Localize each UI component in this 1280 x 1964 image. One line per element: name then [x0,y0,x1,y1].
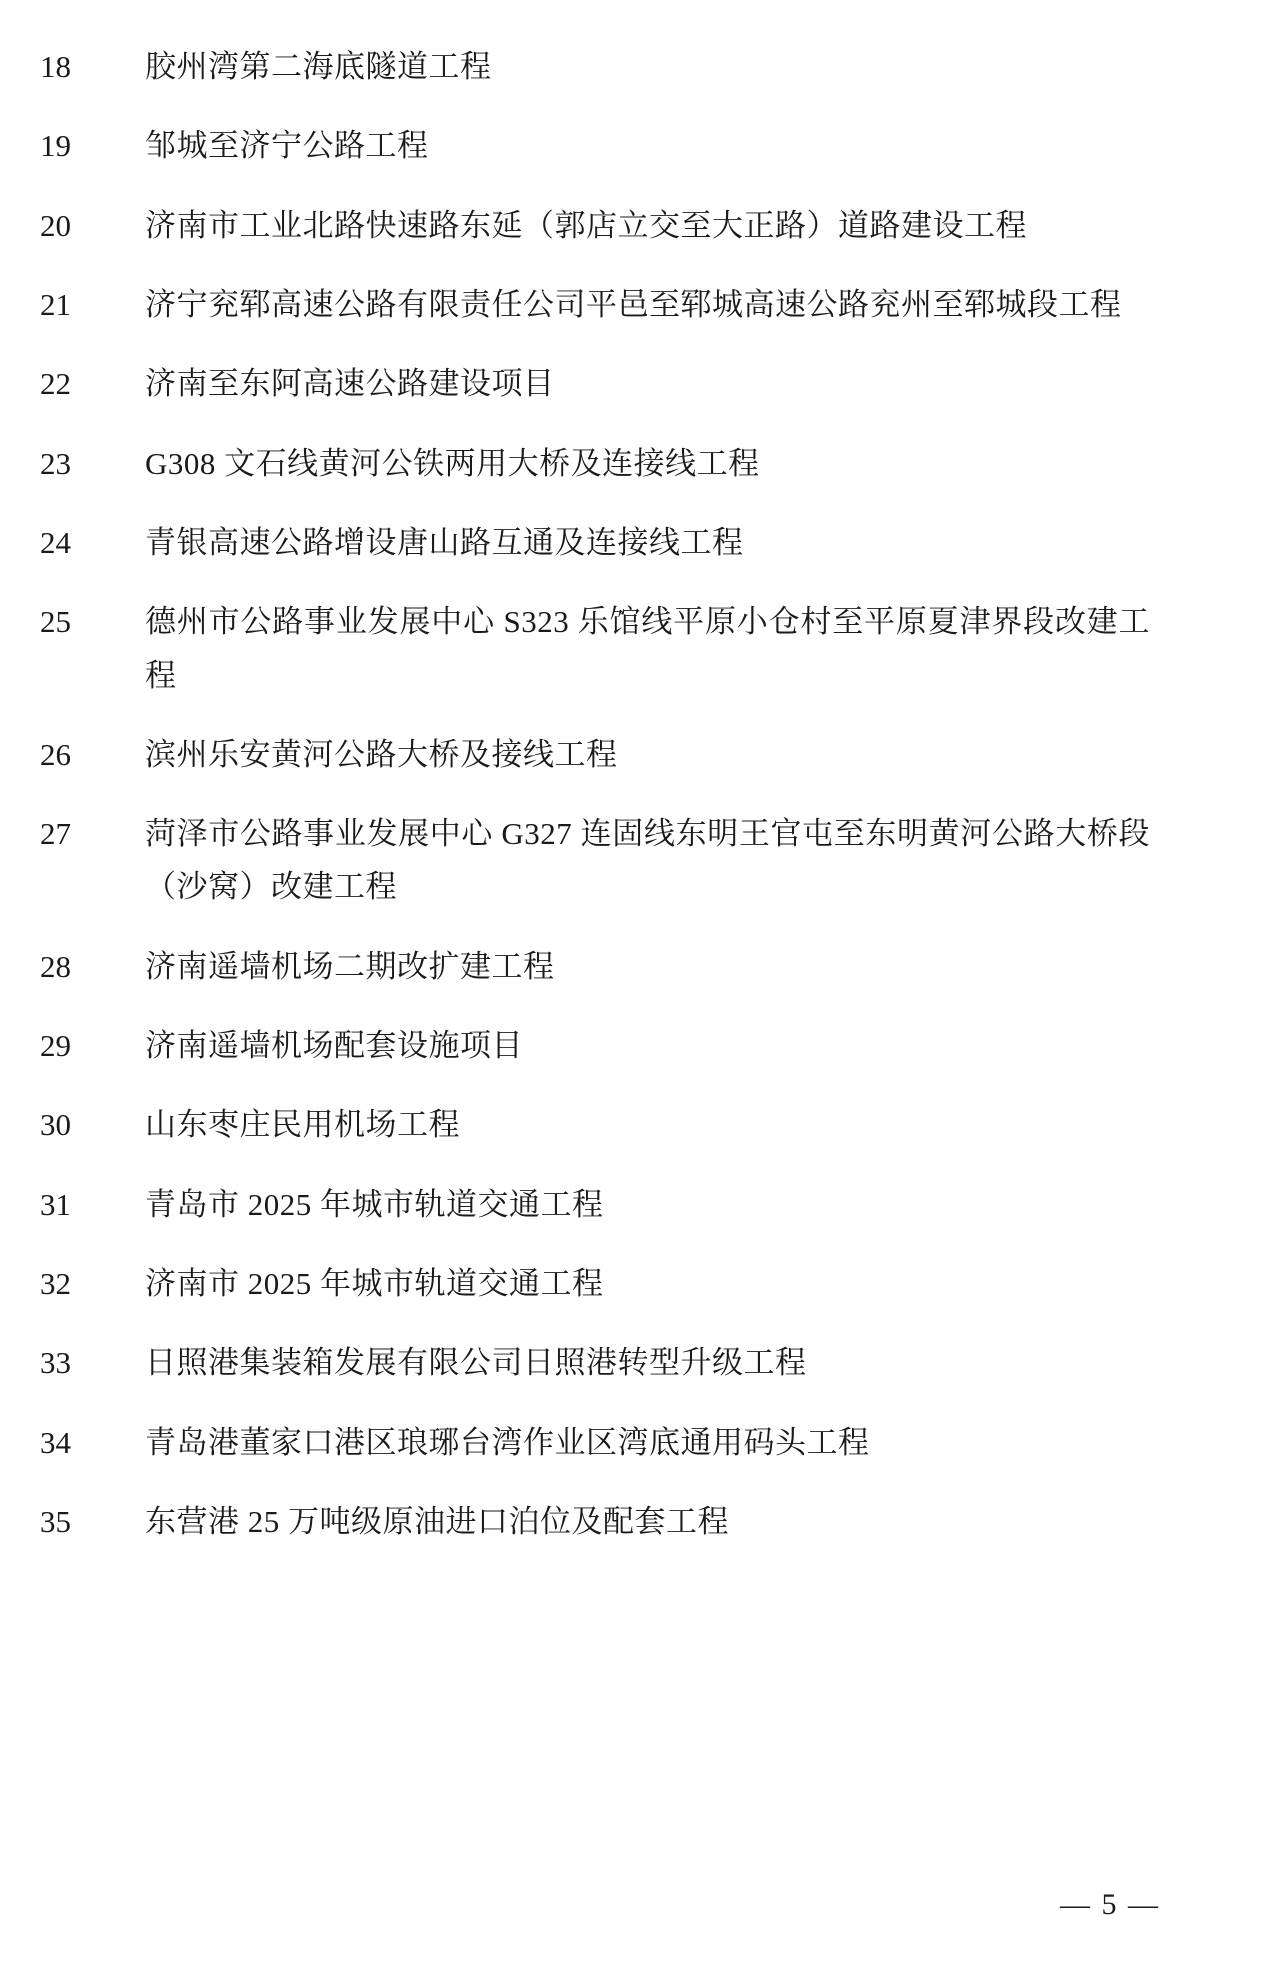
list-item-number: 24 [40,524,71,560]
list-item-text: 东营港 25 万吨级原油进口泊位及配套工程 [145,1503,729,1539]
list-item-number: 29 [40,1028,71,1064]
list-item [30,1019,1160,1072]
project-list [30,40,1160,1548]
list-item [30,1098,1160,1151]
list-item-number: 28 [40,948,71,984]
list-item [30,357,1160,410]
list-item-text: 青银高速公路增设唐山路互通及连接线工程 [145,524,744,560]
list-item-number: 23 [40,445,71,481]
list-item-text: G308 文石线黄河公铁两用大桥及连接线工程 [145,445,760,481]
list-item-number: 25 [40,604,71,640]
list-item-text: 济南遥墙机场配套设施项目 [145,1028,523,1064]
list-item [30,1495,1160,1548]
list-item-text: 菏泽市公路事业发展中心 G327 连固线东明王官屯至东明黄河公路大桥段（沙窝）改建工程 [145,816,1150,905]
list-item [30,278,1160,331]
list-item-number: 34 [40,1424,71,1460]
page-number: — 5 — [1060,1888,1160,1921]
list-item [30,595,1160,702]
list-item [30,1257,1160,1310]
list-item-text: 济南市工业北路快速路东延（郭店立交至大正路）道路建设工程 [145,207,1027,243]
list-item-number: 33 [40,1345,71,1381]
list-item-text: 滨州乐安黄河公路大桥及接线工程 [145,736,618,772]
list-item-text: 青岛市 2025 年城市轨道交通工程 [145,1186,604,1222]
list-item-number: 31 [40,1186,71,1222]
list-item-text: 济南至东阿高速公路建设项目 [145,366,555,402]
list-item-number: 18 [40,49,71,84]
list-item [30,1336,1160,1389]
list-item [30,940,1160,993]
list-item-text: 德州市公路事业发展中心 S323 乐馆线平原小仓村至平原夏津界段改建工程 [145,604,1150,693]
list-item [30,40,1160,93]
list-item [30,807,1160,914]
list-item-text: 胶州湾第二海底隧道工程 [145,49,492,84]
list-item-number: 22 [40,366,71,402]
list-item-text: 济宁兖郓高速公路有限责任公司平邑至郓城高速公路兖州至郓城段工程 [145,286,1122,322]
list-item-text: 日照港集装箱发展有限公司日照港转型升级工程 [145,1345,807,1381]
list-item [30,199,1160,252]
list-item [30,1178,1160,1231]
list-item-number: 35 [40,1503,71,1539]
list-item [30,516,1160,569]
list-item-number: 20 [40,207,71,243]
list-item [30,728,1160,781]
list-item-text: 济南市 2025 年城市轨道交通工程 [145,1266,604,1301]
list-item-text: 青岛港董家口港区琅琊台湾作业区湾底通用码头工程 [145,1424,870,1460]
list-item [30,119,1160,172]
list-item-number: 19 [40,128,71,164]
list-item-number: 30 [40,1107,71,1143]
list-item-number: 26 [40,736,71,772]
list-item-text: 山东枣庄民用机场工程 [145,1107,460,1143]
list-item-number: 21 [40,286,71,322]
list-item-text: 济南遥墙机场二期改扩建工程 [145,948,555,984]
list-item [30,1416,1160,1469]
list-item-number: 32 [40,1266,71,1301]
list-item-text: 邹城至济宁公路工程 [145,128,429,164]
list-item [30,437,1160,490]
list-item-number: 27 [40,816,71,852]
